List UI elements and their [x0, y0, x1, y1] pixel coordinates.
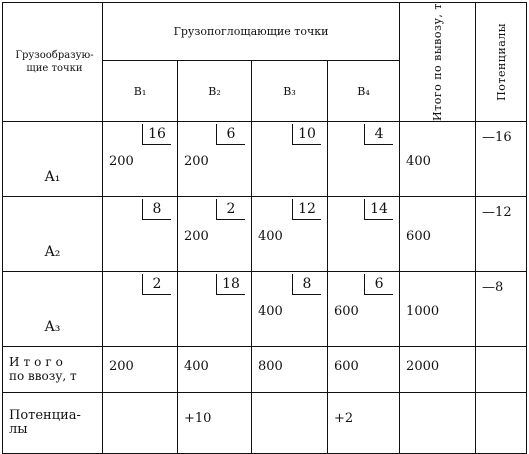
allocation-value: 200	[184, 153, 209, 169]
transport-table	[2, 2, 527, 454]
table-row-a2	[3, 196, 527, 271]
destinations-header	[103, 3, 400, 61]
cell-a2-b1	[103, 196, 178, 271]
cell-a2-b3	[252, 196, 328, 271]
import-total-label: Итого по ввозу, т	[3, 346, 103, 392]
col-header-b3: B₃	[252, 61, 328, 122]
cost-box: 6	[364, 274, 393, 295]
column-potential-b3	[252, 392, 328, 453]
import-total-b4: 600	[328, 346, 400, 392]
column-potentials-label: Потенциа- лы	[3, 392, 103, 453]
import-total-empty	[476, 346, 527, 392]
export-total-a1: 400	[400, 121, 476, 196]
potentials-header	[476, 3, 527, 122]
column-potential-empty-1	[400, 392, 476, 453]
row-label-a1: A₁	[3, 121, 103, 196]
row-label-a3: A₃	[3, 271, 103, 346]
col-header-b1: B₁	[103, 61, 178, 122]
allocation-value: 400	[258, 303, 283, 319]
export-total-a2: 600	[400, 196, 476, 271]
grand-total: 2000	[400, 346, 476, 392]
origin-header	[3, 3, 103, 122]
cell-a3-b1	[103, 271, 178, 346]
potential-a2: —12	[476, 196, 527, 271]
table-row-import-totals	[3, 346, 527, 392]
column-potential-empty-2	[476, 392, 527, 453]
table-row-a1	[3, 121, 527, 196]
cell-a2-b2	[178, 196, 252, 271]
cost-box: 10	[292, 124, 321, 145]
cell-a1-b4	[328, 121, 400, 196]
cost-box: 4	[364, 124, 393, 145]
potential-a3: —8	[476, 271, 527, 346]
cell-a1-b3	[252, 121, 328, 196]
cell-a3-b3	[252, 271, 328, 346]
cost-box: 8	[292, 274, 321, 295]
table-row-a3	[3, 271, 527, 346]
column-potential-b1	[103, 392, 178, 453]
allocation-value: 400	[258, 228, 283, 244]
cost-box: 2	[216, 199, 245, 220]
cost-box: 2	[142, 274, 171, 295]
cell-a3-b4	[328, 271, 400, 346]
cost-box: 6	[216, 124, 245, 145]
cell-a1-b2	[178, 121, 252, 196]
cost-box: 12	[292, 199, 321, 220]
column-potential-b4: +2	[328, 392, 400, 453]
row-label-a2: A₂	[3, 196, 103, 271]
column-potential-b2: +10	[178, 392, 252, 453]
import-total-b1: 200	[103, 346, 178, 392]
potentials-header-text: Потенциалы	[494, 23, 508, 101]
export-total-a3: 1000	[400, 271, 476, 346]
allocation-value: 200	[109, 153, 134, 169]
col-header-b2: B₂	[178, 61, 252, 122]
cell-a3-b2	[178, 271, 252, 346]
export-total-header-text: Итого по вывозу, т	[431, 3, 445, 121]
cell-a2-b4	[328, 196, 400, 271]
cell-a1-b1	[103, 121, 178, 196]
table-row-column-potentials	[3, 392, 527, 453]
cost-box: 18	[216, 274, 245, 295]
col-header-b4: B₄	[328, 61, 400, 122]
origin-header-text: Грузообразую-щие точки	[15, 49, 94, 74]
allocation-value: 200	[184, 228, 209, 244]
potential-a1: —16	[476, 121, 527, 196]
import-total-b3: 800	[252, 346, 328, 392]
export-total-header	[400, 3, 476, 122]
allocation-value: 600	[334, 303, 359, 319]
destinations-header-text: Грузопоглощающие точки	[173, 25, 329, 39]
cost-box: 14	[364, 199, 393, 220]
cost-box: 8	[142, 199, 171, 220]
import-total-b2: 400	[178, 346, 252, 392]
cost-box: 16	[142, 124, 171, 145]
